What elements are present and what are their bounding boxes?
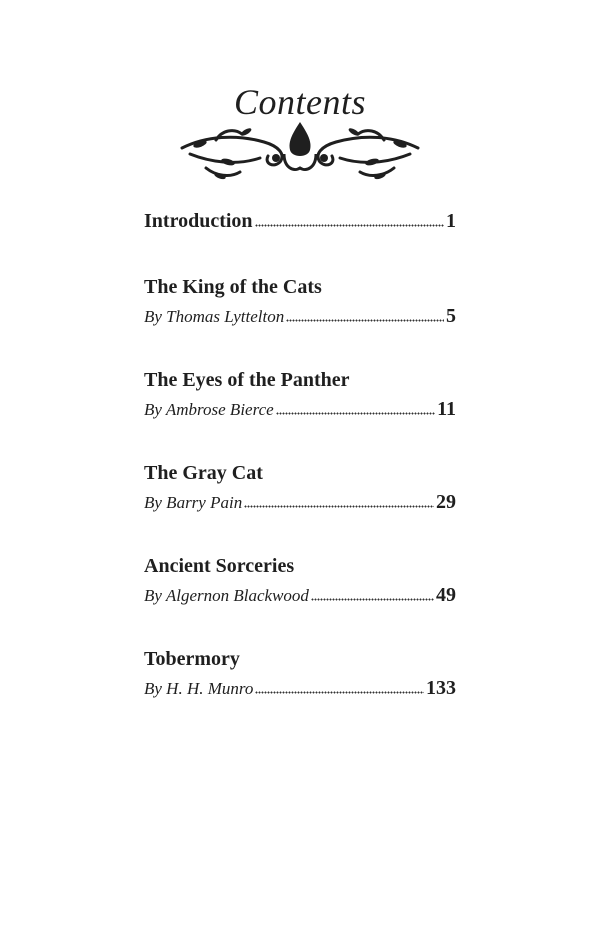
dot-leader xyxy=(255,223,444,227)
floral-flourish-icon xyxy=(176,118,424,184)
story-byline xyxy=(144,491,456,519)
introduction-page: 1 xyxy=(446,210,456,232)
toc-entry[interactable] xyxy=(144,365,456,426)
story-title: The Gray Cat xyxy=(144,462,263,484)
story-author: By Algernon Blackwood xyxy=(144,586,309,605)
toc-entry[interactable] xyxy=(144,644,456,705)
story-title: Tobermory xyxy=(144,648,240,670)
toc-entry[interactable] xyxy=(144,551,456,612)
story-page: 133 xyxy=(426,677,456,699)
toc-introduction[interactable] xyxy=(144,210,456,240)
story-author: By Thomas Lyttelton xyxy=(144,307,285,326)
story-author: By H. H. Munro xyxy=(144,679,254,698)
story-author: By Ambrose Bierce xyxy=(144,400,274,419)
story-page: 29 xyxy=(436,491,456,513)
dot-leader xyxy=(244,504,434,508)
dot-leader xyxy=(255,690,424,694)
story-page: 5 xyxy=(446,305,456,327)
story-title: The King of the Cats xyxy=(144,276,322,298)
dot-leader xyxy=(276,411,435,415)
dot-leader xyxy=(311,597,434,601)
story-author: By Barry Pain xyxy=(144,493,243,512)
introduction-label: Introduction xyxy=(144,210,253,232)
dot-leader xyxy=(286,318,444,322)
toc-entry[interactable] xyxy=(144,458,456,519)
story-title: Ancient Sorceries xyxy=(144,555,295,577)
story-byline xyxy=(144,584,456,612)
story-byline xyxy=(144,677,456,705)
toc-entry[interactable] xyxy=(144,272,456,333)
story-title: The Eyes of the Panther xyxy=(144,369,350,391)
story-byline xyxy=(144,305,456,333)
story-byline xyxy=(144,398,456,426)
table-of-contents xyxy=(144,210,456,705)
contents-heading: Contents xyxy=(233,82,366,122)
story-page: 11 xyxy=(437,398,456,420)
story-page: 49 xyxy=(436,584,456,606)
